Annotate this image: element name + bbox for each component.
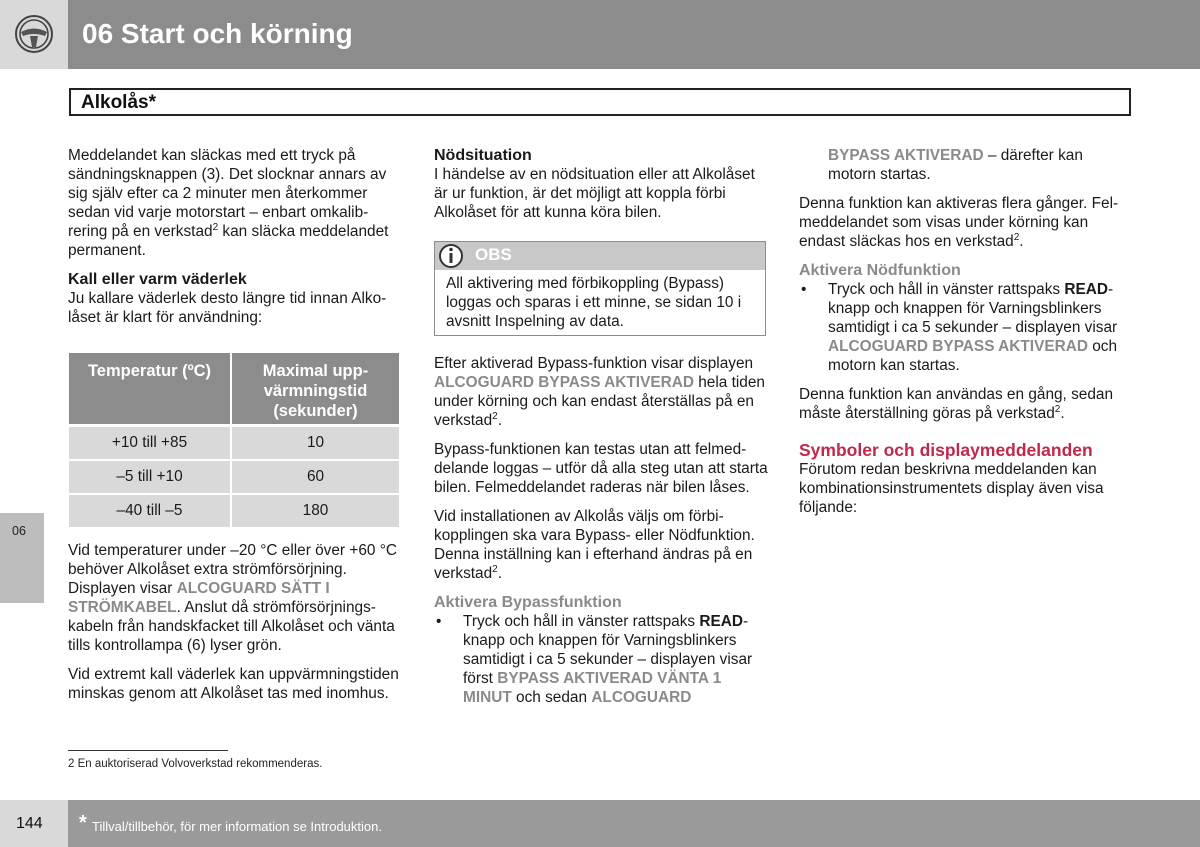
text: Meddelandet kan släckas med ett tryck på sändningsknappen (3). Det slocknar annars av sig själv efter ca 2 minuter men återkommer sedan vid varje motorstart – enbart omkalibrering på en verkstad	[68, 147, 387, 240]
column-1	[68, 146, 400, 327]
obs-text: All aktivering med förbikoppling (Bypass) loggas och sparas i ett minne, se sidan 10 i avsnitt Inspelning av data.	[446, 275, 742, 330]
paragraph	[434, 507, 768, 583]
footnote-ref: 2	[1013, 231, 1020, 243]
button-name: READ	[1064, 281, 1108, 298]
info-icon	[438, 243, 464, 269]
table-header-cell: Temperatur (ºC)	[69, 353, 232, 424]
text: kan släcka meddelandet permanent.	[68, 223, 389, 259]
column-1-lower	[68, 541, 400, 713]
paragraph: I händelse av en nödsituation eller att Alkolåset är ur funktion, är det möjligt att koppla förbi Alkolåset för att kunna köra bilen.	[434, 166, 755, 221]
text: Denna funktion kan användas en gång, sedan måste återställning göras på verkstad	[799, 386, 1114, 422]
bullet: •	[801, 281, 807, 298]
text: -knapp och knappen för Varningsblinkers samtidigt i ca 5 sekunder – displayen visar	[828, 281, 1118, 336]
text: . Anslut då strömförsörjningskabeln från handskfacket till Alkolåset och vänta tills kontrollampa (6) lyser grön.	[68, 599, 395, 654]
text: Vid installationen av Alkolås väljs om förbikopplingen ska vara Bypass- eller Nödfunktion. Denna inställning kan i efterhand ändras på en verkstad	[434, 508, 755, 582]
paragraph: Ju kallare väderlek desto längre tid innan Alkolåset är klart för användning:	[68, 290, 387, 326]
column-3	[799, 146, 1133, 527]
text: hela tiden under körning och kan endast återställas på en verkstad	[434, 374, 765, 429]
table-row	[69, 495, 399, 527]
text: Vid temperaturer under –20 °C eller över +60 °C behöver Alkolåset extra strömförsörjning. Displayen visar	[68, 542, 397, 597]
text: .	[497, 565, 503, 582]
paragraph	[799, 194, 1133, 251]
paragraph: Vid extremt kall väderlek kan uppvärmningstiden minskas genom att Alkolåset tas med inomhus.	[68, 666, 399, 702]
obs-note-box	[434, 241, 766, 336]
footnote-divider	[68, 750, 228, 751]
paragraph	[799, 385, 1133, 423]
footnote-ref: 2	[1054, 403, 1061, 415]
table-cell: 180	[302, 502, 329, 519]
text: och sedan	[511, 689, 592, 706]
display-message: ALCOGUARD SÄTT I STRÖMKABEL	[68, 580, 330, 616]
display-message: BYPASS AKTIVERAD	[828, 147, 984, 164]
bullet: •	[436, 613, 442, 630]
text: Tryck och håll in vänster rattspaks	[828, 281, 1065, 298]
obs-header	[435, 242, 765, 270]
section-title-box	[69, 88, 1131, 116]
chapter-tab-label: 06	[12, 524, 26, 538]
heading-symbols: Symboler och displaymeddelanden	[799, 440, 1093, 460]
table-header-cell: Maximal uppvärmningstid (sekunder)	[262, 362, 369, 420]
steering-wheel-icon	[14, 14, 54, 54]
text: Efter aktiverad Bypass-funktion visar displayen	[434, 355, 754, 372]
paragraph: Bypass-funktionen kan testas utan att felmeddelande loggas – utför då alla steg utan att starta bilen. Felmeddelandet raderas när bilen låses.	[434, 441, 768, 496]
button-name: READ	[699, 613, 743, 630]
display-message: ALCOGUARD BYPASS AKTIVERAD	[828, 338, 1088, 355]
heading-activate-emergency: Aktivera Nödfunktion	[799, 262, 961, 279]
heading-cold-warm: Kall eller varm väderlek	[68, 271, 247, 288]
paragraph	[434, 354, 768, 430]
display-message: BYPASS AKTIVERAD VÄNTA 1 MINUT	[463, 670, 722, 706]
chapter-title: 06 Start och körning	[82, 18, 353, 49]
table-cell: –5 till +10	[69, 461, 232, 493]
section-title: Alkolås*	[81, 92, 156, 113]
paragraph	[68, 146, 400, 260]
text: Tryck och håll in vänster rattspaks	[463, 613, 700, 630]
display-message: ALCOGUARD	[591, 689, 692, 706]
heading-emergency: Nödsituation	[434, 147, 532, 164]
text: och motorn kan startas.	[828, 338, 1118, 374]
footnote: 2 En auktoriserad Volvoverkstad rekommenderas.	[68, 758, 323, 770]
table-cell: +10 till +85	[69, 427, 232, 459]
footnote-ref: 2	[492, 410, 498, 422]
table-row	[69, 461, 399, 493]
footer-star: *	[79, 812, 87, 834]
footnote-ref: 2	[492, 563, 498, 575]
table-cell: 10	[306, 434, 325, 451]
footnote-ref: 2	[212, 221, 219, 233]
footer-text: Tillval/tillbehör, för mer information se Introduktion.	[92, 819, 382, 834]
list-item	[799, 280, 1133, 375]
column-2-lower	[434, 354, 768, 707]
text: – därefter kan motorn startas.	[828, 147, 1083, 183]
column-2	[434, 146, 768, 232]
paragraph	[68, 541, 400, 655]
list-item-continued	[799, 146, 1133, 184]
temperature-table	[69, 353, 399, 529]
text: Denna funktion kan aktiveras flera gånger. Felmeddelandet som visas under körning kan endast släckas hos en verkstad	[799, 195, 1119, 250]
display-message: ALCOGUARD BYPASS AKTIVERAD	[434, 374, 694, 391]
table-row	[69, 427, 399, 459]
text: -knapp och knappen för Varningsblinkers samtidigt i ca 5 sekunder – displayen visar först	[463, 613, 753, 687]
header-icon-area	[0, 0, 68, 69]
table-header	[69, 353, 399, 424]
paragraph: Förutom redan beskrivna meddelanden kan kombinationsinstrumentets display även visa följande:	[799, 461, 1104, 516]
list-item	[434, 612, 768, 707]
table-cell: 60	[306, 468, 325, 485]
page-number: 144	[16, 815, 43, 832]
heading-activate-bypass: Aktivera Bypassfunktion	[434, 594, 622, 611]
text: .	[497, 412, 503, 429]
table-cell: –40 till –5	[69, 495, 232, 527]
obs-label: OBS	[475, 245, 512, 264]
text: .	[1019, 233, 1024, 250]
text: .	[1060, 405, 1065, 422]
